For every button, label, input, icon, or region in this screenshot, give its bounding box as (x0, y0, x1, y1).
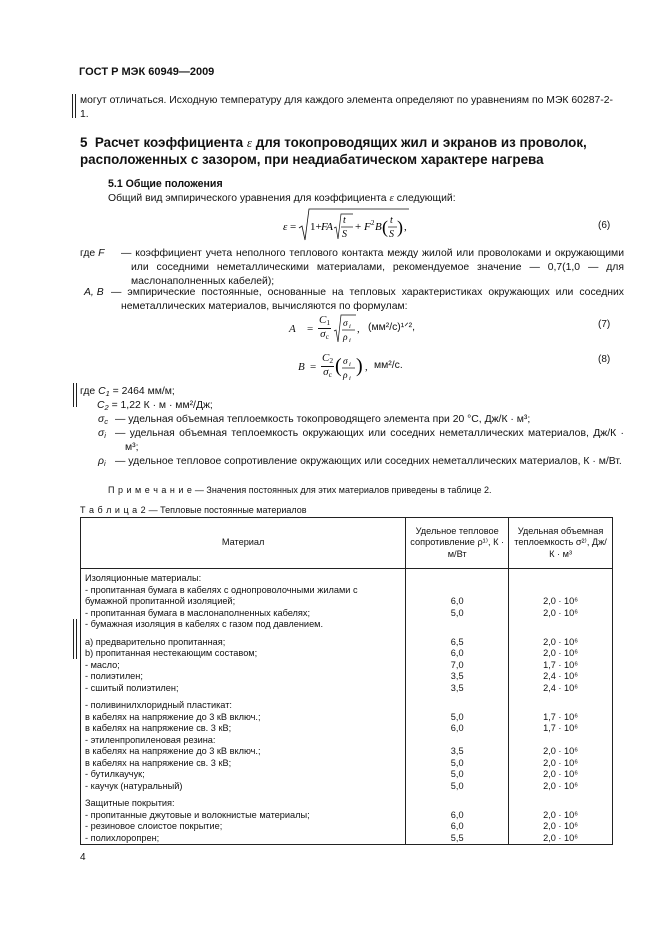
where-label: где (80, 248, 96, 259)
capacity-cell: 2,0 · 10⁶ (509, 596, 613, 608)
table-row (81, 746, 613, 758)
material-cell: в кабелях на напряжение до 3 кВ включ.; (81, 746, 406, 758)
resistivity-cell: 5,0 (406, 781, 509, 793)
note-text: — Значения постоянных для этих материалов приведены в таблице 2. (194, 485, 492, 495)
capacity-cell: 2,0 · 10⁶ (509, 769, 613, 781)
resistivity-cell (406, 585, 509, 597)
table-row (81, 700, 613, 712)
svg-text:): ) (356, 355, 363, 377)
C2-value: = 1,22 К · м · мм²/Дж; (111, 400, 213, 411)
symbol-F: F (98, 248, 105, 259)
capacity-cell: 2,0 · 10⁶ (509, 833, 613, 845)
section-5-heading (80, 134, 620, 168)
equation-8: B = $\frac{C_2}{\sigma_c}$ ( σ i ρ i ) , мм²/с. (298, 352, 403, 382)
symbol-C2: $C_2$ (97, 400, 109, 412)
capacity-cell (509, 735, 613, 747)
table-row (81, 648, 613, 660)
capacity-cell: 2,0 · 10⁶ (509, 608, 613, 620)
svg-text:,: , (404, 221, 407, 233)
change-bar (76, 619, 77, 659)
intro-paragraph: могут отличаться. Исходную температуру для каждого элемента определяют по уравнениям по МЭК 60287-2-1. (80, 95, 613, 120)
equation-6-number: (6) (598, 220, 611, 231)
svg-text:i: i (349, 323, 351, 330)
equation-7: A = $\frac{C_1}{\sigma_c}$ σ i ρ i , (мм²/с)¹ᐟ², (289, 314, 415, 344)
table-row (81, 637, 613, 649)
material-cell: b) пропитанная нестекающим составом; (81, 648, 406, 660)
symbol-AB-text: A, B (84, 287, 104, 298)
symbol-sigma-c: $\sigma_c$ (98, 414, 109, 426)
svg-text:1+: 1+ (310, 221, 322, 233)
resistivity-cell: 6,0 (406, 810, 509, 822)
svg-text:S: S (389, 229, 394, 240)
svg-text:t: t (343, 215, 346, 226)
resistivity-cell: 3,5 (406, 671, 509, 683)
header-capacity: Удельная объемная теплоемкость σ²⁾, Дж/К · м³ (509, 518, 613, 569)
section-5-title-pre: Расчет коэффициента (94, 135, 247, 150)
resistivity-cell (406, 569, 509, 585)
header-resistivity: Удельное тепловое сопротивление ρ¹⁾, К · м/Вт (406, 518, 509, 569)
material-cell: в кабелях на напряжение до 3 кВ включ.; (81, 712, 406, 724)
svg-text:+: + (355, 221, 362, 233)
resistivity-cell: 6,0 (406, 723, 509, 735)
capacity-cell: 2,0 · 10⁶ (509, 637, 613, 649)
svg-text:=: = (290, 221, 297, 233)
material-cell: a) предварительно пропитанная; (81, 637, 406, 649)
table-2-caption-text: — Тепловые постоянные материалов (148, 505, 307, 515)
capacity-cell: 1,7 · 10⁶ (509, 723, 613, 735)
capacity-cell (509, 700, 613, 712)
svg-text:): ) (397, 217, 403, 237)
table-row (81, 619, 613, 631)
material-cell: - пропитанные джутовые и волокнистые материалы; (81, 810, 406, 822)
svg-text:ρ: ρ (343, 371, 348, 381)
def-sigma-c-text: — удельная объемная теплоемкость токопроводящего элемента при 20 °С, Дж/К · м³; (115, 414, 531, 425)
svg-text:ε: ε (283, 221, 288, 233)
svg-text:σ: σ (343, 357, 348, 367)
change-bar (76, 383, 77, 407)
eq8-paren (335, 351, 365, 383)
change-bar (75, 94, 76, 118)
svg-text:F: F (364, 221, 371, 233)
eq8-unit: мм²/с. (374, 360, 403, 371)
resistivity-cell: 7,0 (406, 660, 509, 672)
capacity-cell: 2,0 · 10⁶ (509, 810, 613, 822)
resistivity-cell: 5,0 (406, 712, 509, 724)
svg-text:ρ: ρ (343, 333, 348, 343)
resistivity-cell: 5,0 (406, 769, 509, 781)
capacity-cell: 2,0 · 10⁶ (509, 648, 613, 660)
change-bar (72, 94, 73, 118)
svg-text:S: S (342, 229, 347, 240)
resistivity-cell: 5,5 (406, 833, 509, 845)
capacity-cell (509, 619, 613, 631)
page-number: 4 (80, 852, 86, 863)
table-row (81, 671, 613, 683)
table-row (81, 569, 613, 585)
note-label: П р и м е ч а н и е (108, 485, 193, 495)
capacity-cell: 2,0 · 10⁶ (509, 781, 613, 793)
capacity-cell: 1,7 · 10⁶ (509, 660, 613, 672)
resistivity-cell (406, 798, 509, 810)
material-cell: - пропитанная бумага в маслонаполненных кабелях; (81, 608, 406, 620)
svg-text:(: ( (335, 355, 342, 377)
capacity-cell (509, 585, 613, 597)
resistivity-cell: 3,5 (406, 683, 509, 695)
section-5-1-text-post: следующий: (393, 193, 456, 204)
table-2-body (81, 569, 613, 845)
table-row (81, 683, 613, 695)
table-row (81, 769, 613, 781)
material-cell: - этиленпропиленовая резина: (81, 735, 406, 747)
svg-text:2: 2 (371, 219, 375, 227)
def-F-text: — коэффициент учета неполного теплового контакта между жилой или проволоками и окружающими или соседними неметаллическими материалами, рекомендуемое значение — 0,7(1,0 — для маслонаполненных кабелей); (121, 248, 624, 287)
table-2-caption (80, 505, 307, 515)
resistivity-cell (406, 735, 509, 747)
capacity-cell: 2,4 · 10⁶ (509, 683, 613, 695)
capacity-cell: 2,0 · 10⁶ (509, 821, 613, 833)
symbol-sigma-i: $\sigma_i$ (98, 428, 106, 440)
eq7-fraction: $\frac{C_1}{\sigma_c}$ (319, 314, 331, 341)
table-row (81, 810, 613, 822)
material-cell: в кабелях на напряжение св. 3 кВ; (81, 758, 406, 770)
svg-text:σ: σ (343, 319, 348, 329)
table-row (81, 723, 613, 735)
resistivity-cell (406, 619, 509, 631)
epsilon-symbol: ε (246, 135, 252, 150)
capacity-cell: 2,0 · 10⁶ (509, 746, 613, 758)
material-cell: - полихлоропрен; (81, 833, 406, 845)
svg-text:i: i (349, 375, 351, 382)
equation-7-number: (7) (598, 319, 611, 330)
svg-text:B: B (375, 221, 382, 233)
equation-6-formula (283, 206, 413, 246)
eq7-unit: (мм²/с)¹ᐟ², (368, 322, 415, 333)
table-row (81, 821, 613, 833)
svg-text:t: t (390, 215, 393, 226)
eq7-sqrt (333, 313, 357, 345)
table-row (81, 735, 613, 747)
table-row (81, 660, 613, 672)
table-2-caption-label: Т а б л и ц а 2 (80, 505, 147, 515)
material-cell: - масло; (81, 660, 406, 672)
where-label: где (80, 386, 96, 397)
resistivity-cell: 5,0 (406, 608, 509, 620)
def-AB-text: — эмпирические постоянные, основанные на тепловых характеристиках окружающих или соседних неметаллических материалов, вычисляются по формулам: (111, 287, 624, 312)
symbol-A: A (289, 323, 296, 335)
eq8-fraction: $\frac{C_2}{\sigma_c}$ (322, 352, 334, 379)
svg-text:i: i (349, 337, 351, 344)
table-row (81, 712, 613, 724)
svg-text:FA: FA (321, 221, 334, 233)
table-row (81, 585, 613, 597)
note (108, 485, 492, 495)
capacity-cell (509, 569, 613, 585)
section-5-1-text (108, 191, 456, 206)
C1-value: = 2464 мм/м; (112, 386, 175, 397)
material-cell: - бумажная изоляция в кабелях с газом под давлением. (81, 619, 406, 631)
section-5-1-text-pre: Общий вид эмпирического уравнения для коэффициента (108, 193, 390, 204)
symbol-B: B (298, 361, 305, 373)
resistivity-cell (406, 700, 509, 712)
table-row (81, 758, 613, 770)
section-5-1-heading: 5.1 Общие положения (108, 178, 223, 190)
material-cell: - бутилкаучук; (81, 769, 406, 781)
resistivity-cell: 5,0 (406, 758, 509, 770)
material-cell: в кабелях на напряжение св. 3 кВ; (81, 723, 406, 735)
resistivity-cell: 6,0 (406, 596, 509, 608)
resistivity-cell: 6,0 (406, 648, 509, 660)
material-cell: - резиновое слоистое покрытие; (81, 821, 406, 833)
table-2 (80, 517, 613, 845)
resistivity-cell: 6,5 (406, 637, 509, 649)
material-cell: - полиэтилен; (81, 671, 406, 683)
table-row (81, 608, 613, 620)
equation-8-number: (8) (598, 354, 611, 365)
svg-text:(: ( (382, 217, 388, 237)
change-bar (73, 619, 74, 659)
material-cell: - поливинилхлоридный пластикат: (81, 700, 406, 712)
header-material: Материал (81, 518, 406, 569)
symbol-AB (84, 286, 104, 300)
def-rho-i-text: — удельное тепловое сопротивление окружающих или соседних неметаллических материалов, К · м/Вт. (115, 456, 622, 467)
material-cell: Изоляционные материалы: (81, 569, 406, 585)
section-5-number: 5 (80, 135, 88, 150)
resistivity-cell: 3,5 (406, 746, 509, 758)
document-header: ГОСТ Р МЭК 60949—2009 (79, 66, 215, 78)
table-row (81, 596, 613, 608)
table-row (81, 781, 613, 793)
capacity-cell: 2,4 · 10⁶ (509, 671, 613, 683)
material-cell: - пропитанная бумага в кабелях с однопроволочными жилами с (81, 585, 406, 597)
table-row (81, 798, 613, 810)
table-row (81, 833, 613, 845)
symbol-C1: $C_1$ (98, 386, 110, 398)
material-cell: бумажной пропитанной изоляцией; (81, 596, 406, 608)
capacity-cell: 1,7 · 10⁶ (509, 712, 613, 724)
material-cell: Защитные покрытия: (81, 798, 406, 810)
section-5-title-post: для токопроводящих жил и экранов из проволок, расположенных с зазором, при неадиабатическом характере нагрева (80, 135, 587, 167)
capacity-cell (509, 798, 613, 810)
svg-text:i: i (349, 361, 351, 368)
epsilon-symbol: ε (389, 192, 394, 204)
material-cell: - каучук (натуральный) (81, 781, 406, 793)
change-bar (73, 383, 74, 407)
capacity-cell: 2,0 · 10⁶ (509, 758, 613, 770)
material-cell: - сшитый полиэтилен; (81, 683, 406, 695)
symbol-rho-i: $\rho_i$ (98, 456, 106, 468)
def-sigma-i-text: — удельная объемная теплоемкость окружающих или соседних неметаллических материалов, Дж/К · м³; (115, 428, 624, 453)
resistivity-cell: 6,0 (406, 821, 509, 833)
